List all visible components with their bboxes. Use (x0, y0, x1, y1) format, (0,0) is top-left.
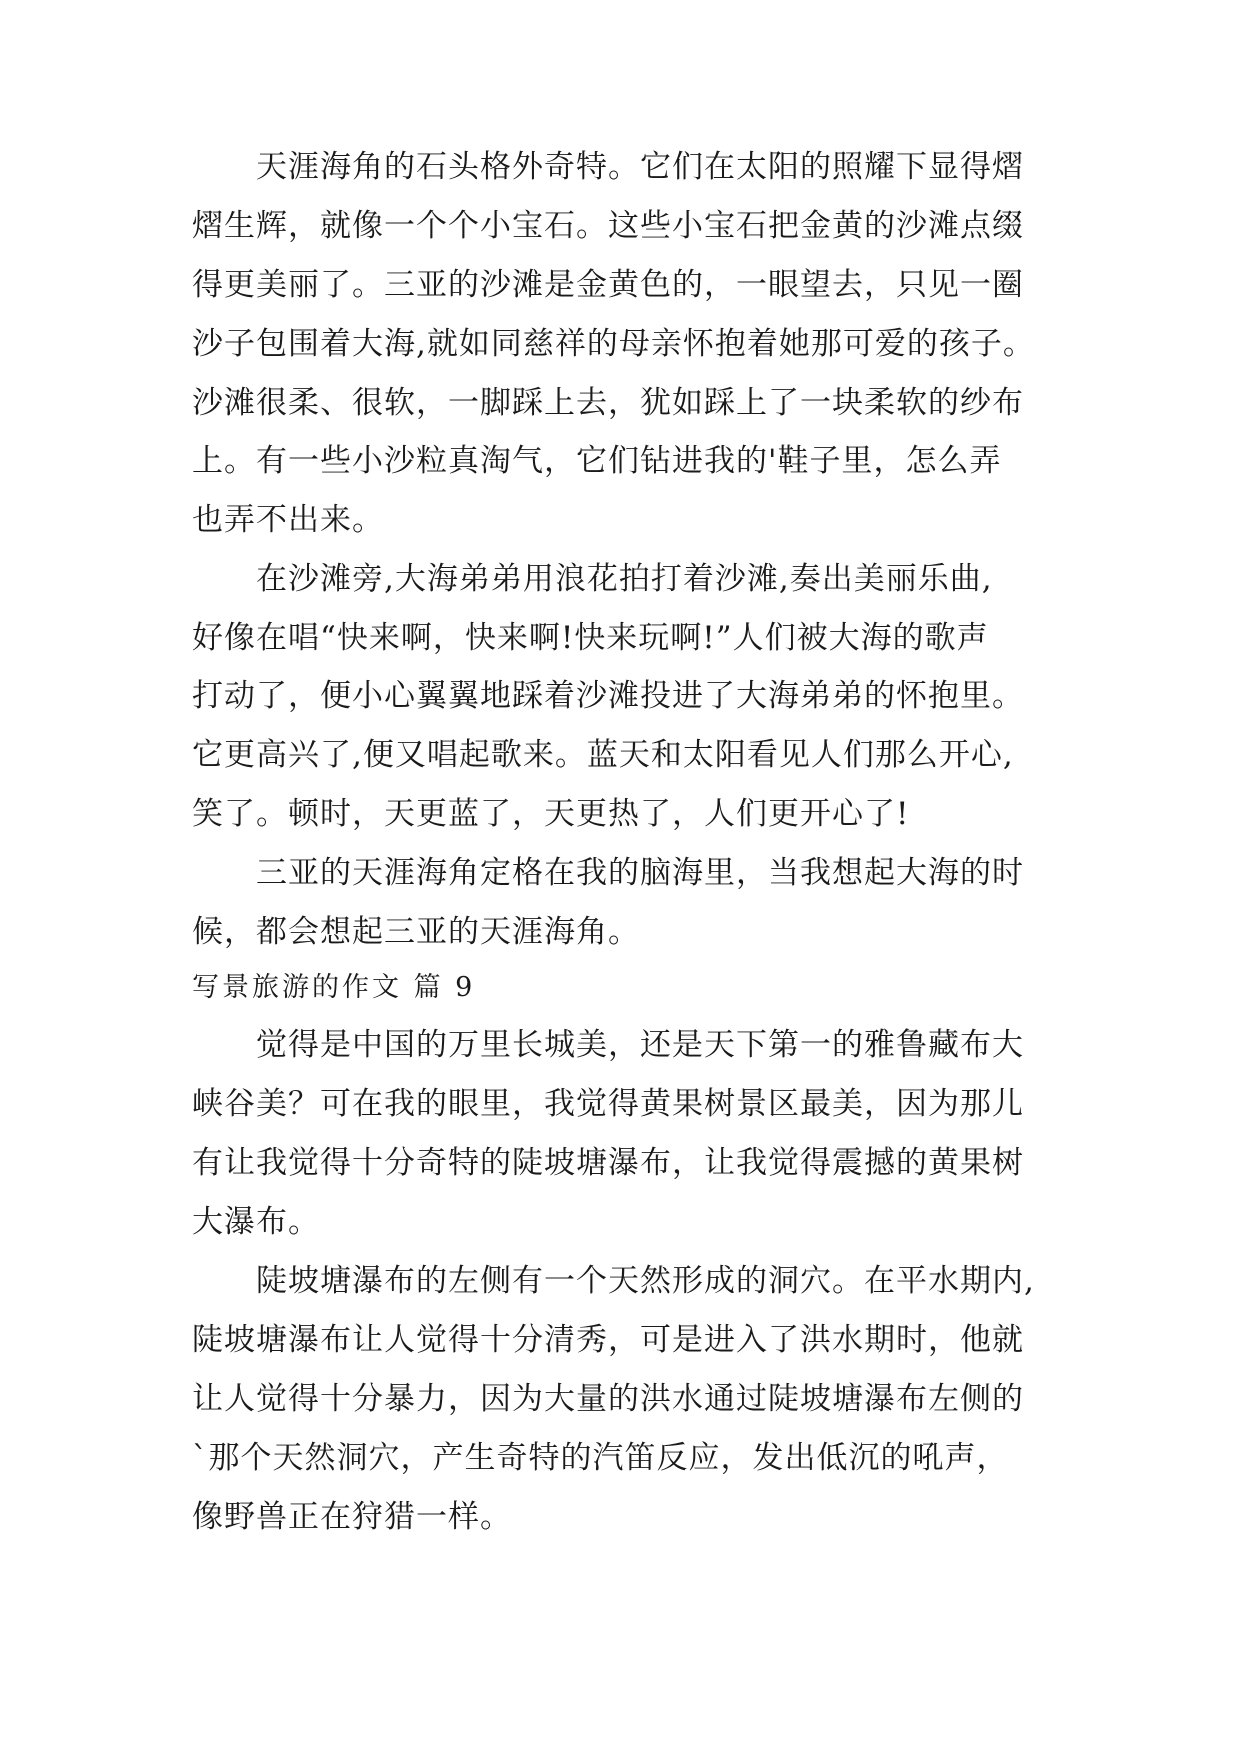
paragraph-line: 熠生辉，就像一个个小宝石。这些小宝石把金黄的沙滩点缀 (192, 208, 1024, 244)
paragraph-line: 峡谷美？可在我的眼里，我觉得黄果树景区最美，因为那儿 (192, 1086, 1024, 1122)
paragraph-line: 陡坡塘瀑布让人觉得十分清秀，可是进入了洪水期时，他就 (192, 1322, 1024, 1358)
paragraph-line: 在沙滩旁,大海弟弟用浪花拍打着沙滩,奏出美丽乐曲, (256, 561, 993, 597)
paragraph-line: 上。有一些小沙粒真淘气，它们钻进我的'鞋子里，怎么弄 (192, 443, 1002, 479)
paragraph-line: 有让我觉得十分奇特的陡坡塘瀑布，让我觉得震撼的黄果树 (192, 1145, 1024, 1181)
paragraph-line: 天涯海角的石头格外奇特。它们在太阳的照耀下显得熠 (256, 149, 1024, 185)
paragraph-line: `那个天然洞穴，产生奇特的汽笛反应，发出低沉的吼声， (192, 1440, 1009, 1476)
paragraph-line: 三亚的天涯海角定格在我的脑海里，当我想起大海的时 (256, 855, 1024, 891)
paragraph-line: 候，都会想起三亚的天涯海角。 (192, 914, 640, 950)
paragraph-line: 像野兽正在狩猎一样。 (192, 1499, 512, 1535)
paragraph-line: 也弄不出来。 (192, 502, 384, 538)
section-heading: 写景旅游的作文 篇 9 (192, 972, 476, 1003)
paragraph-line: 好像在唱“快来啊，快来啊!快来玩啊!”人们被大海的歌声 (192, 620, 989, 656)
paragraph-line: 沙子包围着大海,就如同慈祥的母亲怀抱着她那可爱的孩子。 (192, 326, 1035, 362)
paragraph-line: 打动了，便小心翼翼地踩着沙滩投进了大海弟弟的怀抱里。 (192, 678, 1024, 714)
paragraph-line: 陡坡塘瀑布的左侧有一个天然形成的洞穴。在平水期内, (256, 1263, 1035, 1299)
paragraph-line: 它更高兴了,便又唱起歌来。蓝天和太阳看见人们那么开心, (192, 737, 1014, 773)
paragraph-line: 让人觉得十分暴力，因为大量的洪水通过陡坡塘瀑布左侧的 (192, 1381, 1024, 1417)
paragraph-line: 大瀑布。 (192, 1204, 320, 1240)
paragraph-line: 得更美丽了。三亚的沙滩是金黄色的，一眼望去，只见一圈 (192, 267, 1024, 303)
paragraph-line: 沙滩很柔、很软，一脚踩上去，犹如踩上了一块柔软的纱布 (192, 385, 1024, 421)
paragraph-line: 笑了。顿时，天更蓝了，天更热了，人们更开心了! (192, 796, 910, 832)
paragraph-line: 觉得是中国的万里长城美，还是天下第一的雅鲁藏布大 (256, 1027, 1024, 1063)
